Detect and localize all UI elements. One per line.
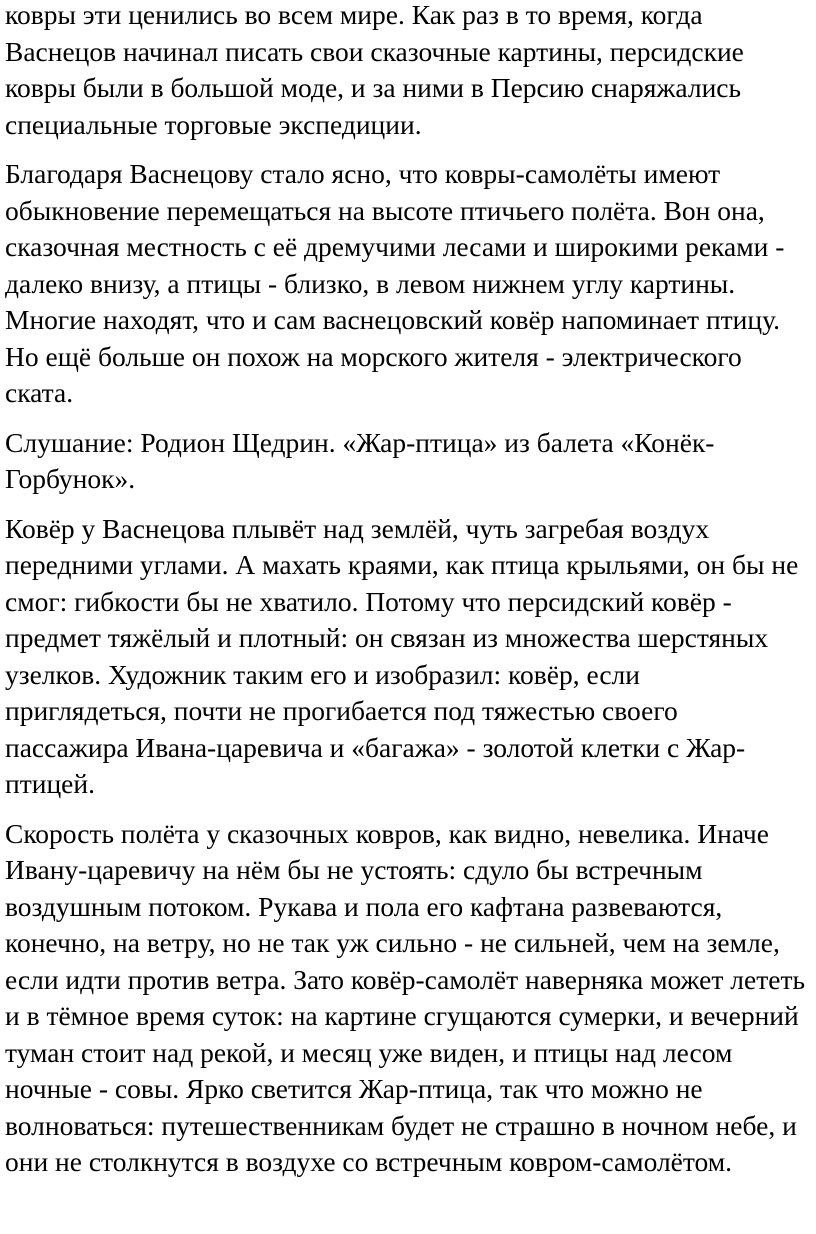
paragraph-bird-flight-height: Благодаря Васнецову стало ясно, что ковры-самолёты имеют обыкновение перемещаться на высоте птичьего полёта. Вон она, сказочная местность с её дремучими лесами и широкими реками - далеко внизу, а птицы - близко, в левом нижнем углу картины. Многие находят, что и сам васнецовский ковёр напоминает птицу. Но ещё больше он похож на морского жителя - электрического ската. bbox=[5, 158, 785, 408]
paragraph-persian-carpets: ковры эти ценились во всем мире. Как раз в то время, когда Васнецов начинал писать свои сказочные картины, персидские ковры были в большой моде, и за ними в Персию снаряжались специальные торговые экспедиции. bbox=[5, 0, 744, 140]
paragraph-flight-speed: Скорость полёта у сказочных ковров, как видно, невелика. Иначе Ивану-царевичу на нём бы не устоять: сдуло бы встречным воздушным потоком. Рукава и пола его кафтана развеваются, конечно, на ветру, но не так уж сильно - не сильней, чем на земле, если идти против ветра. Зато ковёр-самолёт наверняка может лететь и в тёмное время суток: на картине сгущаются сумерки, и вечерний туман стоит над рекой, и месяц уже виден, и птицы над лесом ночные - совы. Ярко светится Жар-птица, так что можно не волноваться: путешественникам будет не страшно в ночном небе, и они не столкнутся в воздухе со встречным ковром-самолётом. bbox=[5, 817, 805, 1177]
paragraph-carpet-floats: Ковёр у Васнецова плывёт над землёй, чуть загребая воздух передними углами. А махать краями, как птица крыльями, он бы не смог: гибкости бы не хватило. Потому что персидский ковёр - предмет тяжёлый и плотный: он связан из множества шерстяных узелков. Художник таким его и изобразил: ковёр, если приглядеться, почти не прогибается под тяжестью своего пассажира Ивана-царевича и «багажа» - золотой клетки с Жар- птицей. bbox=[5, 512, 799, 799]
paragraph-listening: Слушание: Родион Щедрин. «Жар-птица» из балета «Конёк- Горбунок». bbox=[5, 426, 715, 494]
